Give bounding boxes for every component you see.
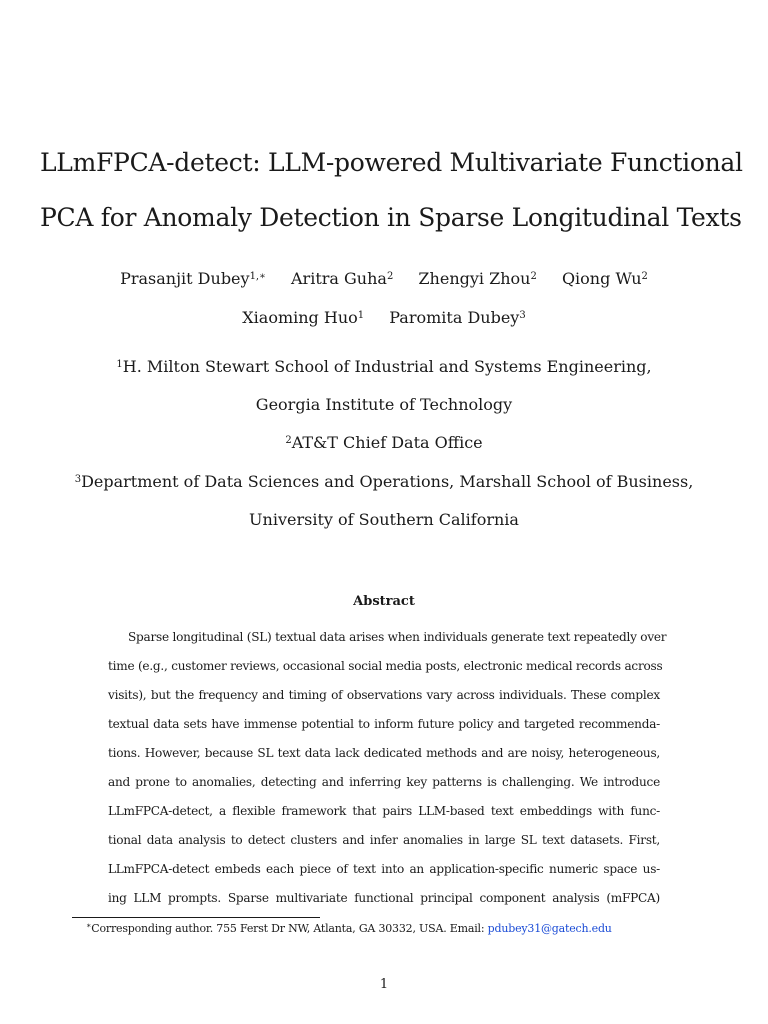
abstract-heading: Abstract: [353, 594, 415, 609]
affiliation-mark: 3: [74, 474, 82, 485]
author-affiliation-mark: 1,∗: [249, 271, 266, 282]
footnote: [86, 922, 612, 935]
author-name: Qiong Wu: [561, 269, 642, 288]
affiliation-text: Department of Data Sciences and Operations, Marshall School of Business,: [81, 472, 694, 491]
affiliation-mark: 2: [285, 435, 292, 446]
author-list-row-1: [40, 271, 728, 287]
author-affiliation-mark: 1: [357, 310, 365, 321]
paper-title-line-1: LLmFPCA-detect: LLM-powered Multivariate Functional: [40, 148, 743, 177]
abstract-line: ing LLM prompts. Sparse multivariate functional principal component analysis (mFPCA): [108, 891, 660, 905]
abstract-line: time (e.g., customer reviews, occasional social media posts, electronic medical records across: [108, 659, 663, 673]
footnote-marker: ∗: [86, 921, 92, 930]
affiliation-3-line-1: [40, 474, 728, 490]
author: [562, 271, 648, 287]
author-name: Aritra Guha: [291, 269, 387, 288]
corresponding-email-link[interactable]: pdubey31@gatech.edu: [487, 922, 612, 935]
author: [242, 310, 364, 326]
abstract-line: visits), but the frequency and timing of observations vary across individuals. These complex: [108, 688, 660, 702]
affiliation-text: AT&T Chief Data Office: [291, 433, 483, 452]
author-name: Zhengyi Zhou: [418, 269, 531, 288]
abstract-line: tional data analysis to detect clusters and infer anomalies in large SL text datasets. First,: [108, 833, 660, 847]
abstract-line: textual data sets have immense potential to inform future policy and targeted recommenda-: [108, 717, 660, 731]
author-affiliation-mark: 2: [386, 271, 394, 282]
author: [389, 310, 525, 326]
author-affiliation-mark: 3: [519, 310, 526, 321]
abstract-line: Sparse longitudinal (SL) textual data arises when individuals generate text repeatedly over: [128, 630, 667, 644]
affiliation-2: [40, 435, 728, 451]
paper-title-line-2: PCA for Anomaly Detection in Sparse Longitudinal Texts: [40, 203, 742, 232]
author: [418, 271, 536, 287]
affiliation-3-line-2: University of Southern California: [249, 510, 519, 529]
affiliation-1-line-2: Georgia Institute of Technology: [255, 395, 513, 414]
abstract-line: and prone to anomalies, detecting and inferring key patterns is challenging. We introduce: [108, 775, 660, 789]
abstract-line: tions. However, because SL text data lack dedicated methods and are noisy, heterogeneous,: [108, 746, 660, 760]
author-name: Xiaoming Huo: [242, 308, 358, 327]
abstract-line: LLmFPCA-detect embeds each piece of text into an application-specific numeric space us-: [108, 862, 660, 876]
author: [291, 271, 393, 287]
author-list-row-2: [40, 310, 728, 326]
affiliation-text: H. Milton Stewart School of Industrial and Systems Engineering,: [122, 357, 652, 376]
footnote-text: Corresponding author. 755 Ferst Dr NW, Atlanta, GA 30332, USA. Email:: [91, 922, 488, 935]
footnote-rule: [72, 917, 320, 918]
author-name: Paromita Dubey: [389, 308, 520, 327]
author-affiliation-mark: 2: [641, 271, 648, 282]
author-name: Prasanjit Dubey: [120, 269, 250, 288]
affiliation-mark: 1: [116, 359, 123, 370]
page-number: 1: [379, 977, 389, 992]
abstract-line: LLmFPCA-detect, a flexible framework that pairs LLM-based text embeddings with func-: [108, 804, 660, 818]
author: [120, 271, 266, 287]
author-affiliation-mark: 2: [530, 271, 537, 282]
affiliation-1-line-1: [40, 359, 728, 375]
